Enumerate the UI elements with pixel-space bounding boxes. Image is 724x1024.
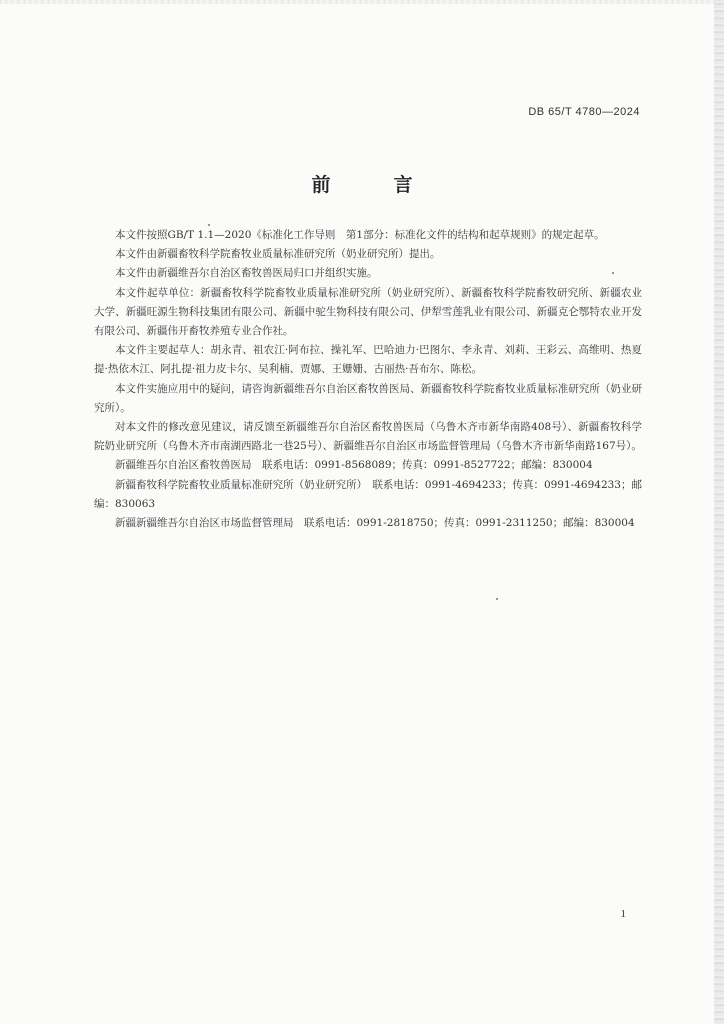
paragraph-proposer: 本文件由新疆畜牧科学院畜牧业质量标准研究所（奶业研究所）提出。 [115,248,441,261]
paragraph-administrator: 本文件由新疆维吾尔自治区畜牧兽医局归口并组织实施。 [115,267,378,280]
paragraph-drafting-rules: 本文件按照GB/T 1.1—2020《标准化工作导则 第1部分：标准化文件的结构和起草规则》的规定起草。 [115,229,605,241]
scan-speck [496,598,498,600]
paragraph-feedback: 对本文件的修改意见建议，请反馈至新疆维吾尔自治区畜牧兽医局（乌鲁木齐市新华南路408号）、新疆畜牧科学院奶业研究所（乌鲁木齐市南湖西路北一巷25号）、新疆维吾尔自治区市场监督管理局（乌鲁木齐市新华南路167号）。 [94,421,642,453]
foreword-body [94,226,642,533]
contact-line-bureau: 新疆维吾尔自治区畜牧兽医局 联系电话：0991-8568089；传真：0991-8527722；邮编：830004 [115,459,593,472]
scan-speck [208,224,210,226]
scan-speck [612,272,614,274]
scan-right-edge [714,0,724,1024]
paragraph-inquiries: 本文件实施应用中的疑问，请咨询新疆维吾尔自治区畜牧兽医局、新疆畜牧科学院畜牧业质量标准研究所（奶业研究所）。 [94,382,642,414]
page-title: 前 言 [311,174,435,196]
contact-line-market: 新疆新疆维吾尔自治区市场监督管理局 联系电话：0991-2818750；传真：0991-2311250；邮编：830004 [115,517,635,530]
paragraph-drafting-units: 本文件起草单位：新疆畜牧科学院畜牧业质量标准研究所（奶业研究所）、新疆畜牧科学院畜牧研究所、新疆农业大学、新疆旺源生物科技集团有限公司、新疆中驼生物科技有限公司、伊犁雪莲乳业有限公司、新疆克仑鄂特农业开发有限公司、新疆伟开畜牧养殖专业合作社。 [94,286,642,338]
scan-top-edge [0,0,724,4]
contact-line-institute: 新疆畜牧科学院畜牧业质量标准研究所（奶业研究所） 联系电话：0991-4694233；传真：0991-4694233；邮编：830063 [94,478,642,510]
page-number: 1 [620,908,626,920]
paragraph-drafters: 本文件主要起草人：胡永青、祖农江·阿布拉、操礼军、巴哈迪力·巴图尔、李永青、刘莉、王彩云、高维明、热夏提·热依木江、阿扎提·祖力皮卡尔、吴利楠、贾娜、王姗姗、古丽热·吾布尔、陈松。 [94,344,642,376]
standard-code: DB 65/T 4780—2024 [528,106,640,118]
